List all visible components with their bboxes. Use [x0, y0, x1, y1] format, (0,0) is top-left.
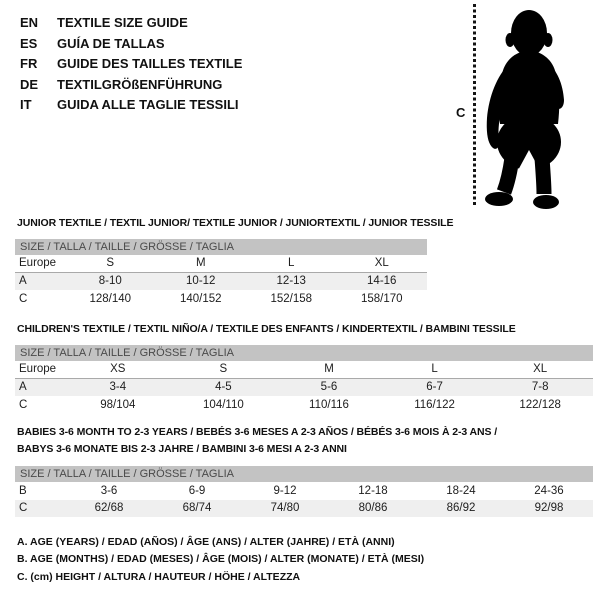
- babies-table: [15, 466, 593, 517]
- table-row: [15, 290, 427, 308]
- column-header: L: [288, 257, 295, 270]
- cell-value: 24-36: [534, 484, 564, 497]
- table-row: [15, 379, 593, 397]
- table-row: [15, 361, 593, 379]
- cell-value: 152/158: [270, 292, 313, 305]
- lang-row-en: [20, 13, 242, 34]
- toddler-silhouette-image: [483, 2, 595, 212]
- cell-value: 86/92: [446, 502, 476, 515]
- lang-title: TEXTILE SIZE GUIDE: [57, 15, 188, 30]
- cell-value: 6-9: [188, 484, 206, 497]
- note-age-months: B. AGE (MONTHS) / EDAD (MESES) / ÂGE (MOIS) / ALTER (MONATE) / ETÀ (MESI): [17, 553, 425, 566]
- note-age-years: A. AGE (YEARS) / EDAD (AÑOS) / ÂGE (ANS) / ALTER (JAHRE) / ETÀ (ANNI): [17, 536, 395, 548]
- cell-value: 18-24: [446, 484, 476, 497]
- cell-value: 98/104: [100, 398, 136, 411]
- lang-code: DE: [20, 76, 39, 92]
- column-header: M: [324, 363, 334, 376]
- column-header: S: [219, 363, 228, 376]
- cell-value: 68/74: [182, 502, 212, 515]
- row-label: A: [19, 275, 27, 288]
- column-header: Europe: [19, 363, 57, 376]
- cell-value: 110/116: [309, 398, 349, 411]
- babies-table-title-line1: BABIES 3-6 MONTH TO 2-3 YEARS / BEBÉS 3-6 MESES A 2-3 AÑOS / BÉBÉS 3-6 MOIS À 2-3 ANS /: [17, 426, 498, 438]
- lang-code: FR: [20, 56, 38, 71]
- column-header: S: [106, 257, 115, 270]
- cell-value: 9-12: [273, 484, 297, 497]
- children-table: [15, 345, 593, 414]
- language-header: [20, 13, 242, 116]
- lang-title: TEXTILGRÖßENFÜHRUNG: [57, 76, 223, 92]
- cell-value: 12-18: [358, 484, 388, 497]
- column-header: XS: [110, 363, 126, 376]
- row-label: C: [19, 398, 28, 411]
- lang-code: IT: [20, 97, 32, 112]
- cell-value: 122/128: [519, 398, 561, 411]
- size-header-bar: SIZE / TALLA / TAILLE / GRÖSSE / TAGLIA: [15, 239, 427, 255]
- lang-title: GUIDE DES TAILLES TEXTILE: [57, 56, 243, 71]
- lang-row-es: [20, 34, 242, 55]
- cell-value: 92/98: [534, 502, 564, 515]
- cell-value: 128/140: [89, 292, 132, 305]
- cell-value: 158/170: [360, 292, 403, 305]
- column-header: M: [195, 257, 206, 270]
- size-header-bar: SIZE / TALLA / TAILLE / GRÖSSE / TAGLIA: [15, 345, 593, 361]
- babies-table-title-line2: BABYS 3-6 MONATE BIS 2-3 JAHRE / BAMBINI 3-6 MESI A 2-3 ANNI: [17, 443, 347, 455]
- legend-notes: [17, 534, 424, 586]
- column-header: L: [431, 363, 438, 376]
- lang-row-it: [20, 95, 242, 116]
- cell-value: 3-6: [100, 484, 118, 497]
- lang-title: GUÍA DE TALLAS: [57, 35, 165, 51]
- row-label: A: [19, 381, 27, 394]
- children-table-title: CHILDREN'S TEXTILE / TEXTIL NIÑO/A / TEXTILE DES ENFANTS / KINDERTEXTIL / BAMBINI TESSILE: [17, 323, 516, 335]
- row-label: B: [19, 484, 27, 497]
- column-header: XL: [533, 363, 548, 376]
- lang-code: ES: [20, 35, 38, 51]
- table-row: [15, 500, 593, 518]
- row-label: C: [19, 292, 28, 305]
- cell-value: 4-5: [215, 381, 232, 394]
- cell-value: 74/80: [270, 502, 300, 515]
- table-row: [15, 273, 427, 291]
- cell-value: 10-12: [186, 275, 216, 288]
- table-row: [15, 396, 593, 414]
- cell-value: 12-13: [276, 275, 306, 288]
- size-header-bar: SIZE / TALLA / TAILLE / GRÖSSE / TAGLIA: [15, 466, 593, 482]
- cell-value: 116/122: [414, 398, 455, 411]
- cell-value: 5-6: [320, 381, 338, 394]
- cell-value: 7-8: [531, 381, 549, 394]
- lang-code: EN: [20, 15, 39, 30]
- row-label: C: [19, 502, 28, 515]
- height-measure-label: C: [456, 105, 466, 120]
- cell-value: 80/86: [358, 502, 388, 515]
- column-header: Europe: [19, 257, 57, 270]
- junior-table: [15, 239, 427, 308]
- cell-value: 62/68: [94, 502, 124, 515]
- cell-value: 8-10: [98, 275, 122, 288]
- column-header: XL: [374, 257, 389, 270]
- lang-row-fr: [20, 54, 242, 75]
- lang-title: GUIDA ALLE TAGLIE TESSILI: [57, 97, 239, 112]
- cell-value: 14-16: [367, 275, 397, 288]
- table-row: [15, 482, 593, 500]
- cell-value: 6-7: [426, 381, 443, 394]
- junior-table-title: JUNIOR TEXTILE / TEXTIL JUNIOR/ TEXTILE JUNIOR / JUNIORTEXTIL / JUNIOR TESSILE: [17, 217, 454, 229]
- cell-value: 140/152: [179, 292, 222, 305]
- cell-value: 104/110: [203, 398, 244, 411]
- cell-value: 3-4: [109, 381, 127, 394]
- note-height: C. (cm) HEIGHT / ALTURA / HAUTEUR / HÖHE / ALTEZZA: [17, 570, 301, 583]
- table-row: [15, 255, 427, 273]
- lang-row-de: [20, 75, 242, 96]
- height-measure-dashed-line: [473, 4, 476, 206]
